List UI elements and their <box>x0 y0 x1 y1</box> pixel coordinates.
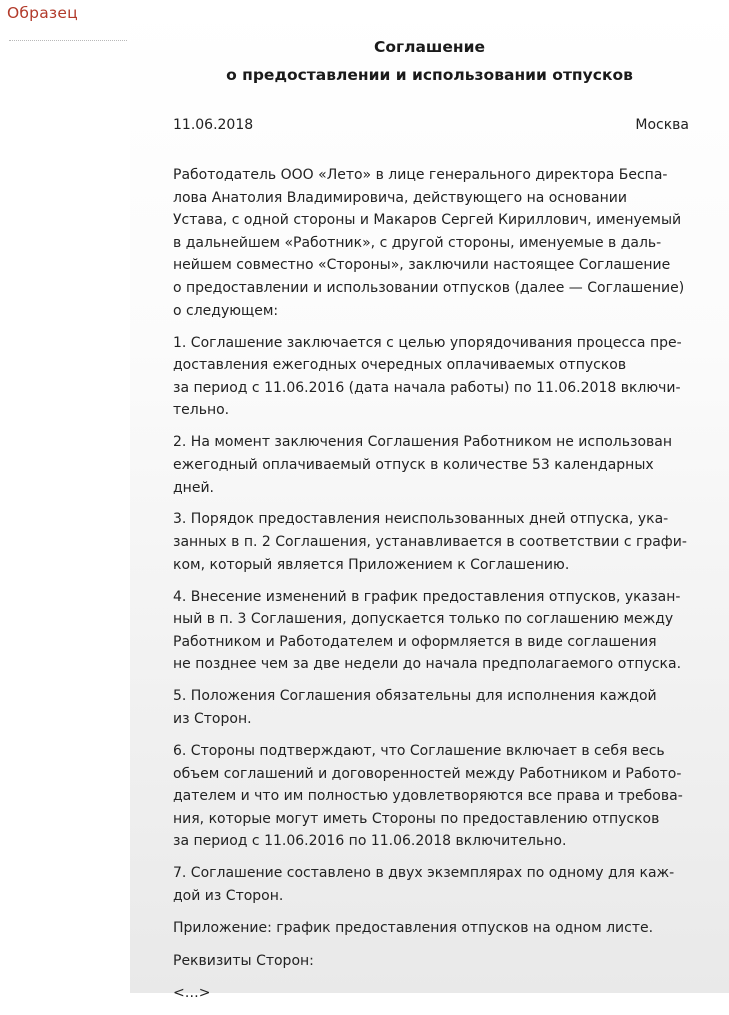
clause-6: 6. Стороны подтверждают, что Соглашение включает в себя весь объем соглашений и договоренностей между Работником и Работо- дателем и что им полностью удовлетворяются все права и требова- ния, которые могут иметь Стороны по предоставлению отпусков за период с 11.06.2016 по 11.06.2018 включительно. <box>173 743 683 850</box>
document-date: 11.06.2018 <box>173 117 254 133</box>
clause-4: 4. Внесение изменений в график предоставления отпусков, указан- ный в п. 3 Соглашения, допускается только по соглашению между Работником и Работодателем и оформляется в виде соглашения не позднее чем за две недели до начала предполагаемого отпуска. <box>173 588 682 673</box>
dotted-divider <box>9 40 127 41</box>
party-details-heading: Реквизиты Сторон: <box>173 952 314 969</box>
clause-1: 1. Соглашение заключается с целью упорядочивания процесса пре- доставления ежегодных очередных оплачиваемых отпусков за период с 11.06.2016 (дата начала работы) по 11.06.2018 включи- тельно. <box>173 334 682 419</box>
document-city: Москва <box>635 117 689 133</box>
sample-label: Образец <box>7 4 78 22</box>
document-subtitle: о предоставлении и использовании отпусков <box>226 66 633 84</box>
preamble-paragraph: Работодатель ООО «Лето» в лице генерального директора Беспа- лова Анатолия Владимировича, действующего на основании Устава, с одной стороны и Макаров Сергей Кириллович, именуемый в дальнейшем «Работник», с другой стороны, именуемые в даль- нейшем совместно «Стороны», заключили настоящее Соглашение о предоставлении и использовании отпусков (далее — Соглашение) о следующем: <box>173 167 685 319</box>
document-title: Соглашение <box>374 38 485 56</box>
attachment-note: Приложение: график предоставления отпусков на одном листе. <box>173 919 654 936</box>
document-body <box>173 164 693 1015</box>
clause-3: 3. Порядок предоставления неиспользованных дней отпуска, ука- занных в п. 2 Соглашения, устанавливается в соответствии с графи- ком, который является Приложением к Соглашению. <box>173 511 687 573</box>
clause-2: 2. На момент заключения Соглашения Работником не использован ежегодный оплачиваемый отпуск в количестве 53 календарных дней. <box>173 434 673 496</box>
clause-5: 5. Положения Соглашения обязательны для исполнения каждой из Сторон. <box>173 688 657 728</box>
clause-7: 7. Соглашение составлено в двух экземплярах по одному для каж- дой из Сторон. <box>173 865 675 904</box>
omission-marker: <…> <box>173 985 211 1002</box>
